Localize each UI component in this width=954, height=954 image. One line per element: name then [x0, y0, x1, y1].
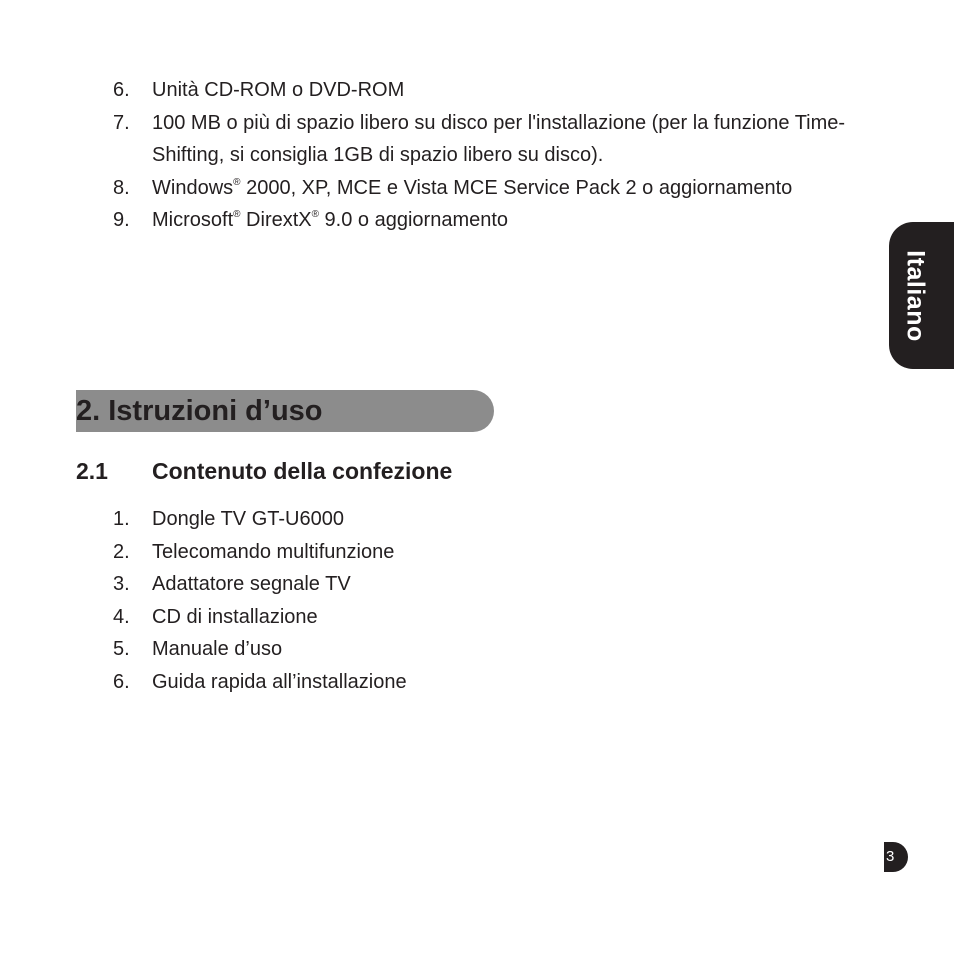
chapter-title: 2. Istruzioni d’uso	[76, 395, 323, 427]
item-text: Microsoft® DirextX® 9.0 o aggiornamento	[152, 209, 509, 231]
section-title: Contenuto della confezione	[152, 458, 453, 484]
item-text: Windows® 2000, XP, MCE e Vista MCE Service Pack 2 o aggiornamento	[152, 176, 793, 199]
requirement-item	[0, 107, 852, 172]
item-number: 6.	[113, 670, 130, 693]
list-item	[0, 601, 852, 634]
item-number: 7.	[113, 111, 130, 134]
item-number: 5.	[113, 638, 130, 660]
item-text: Telecomando multifunzione	[152, 540, 395, 563]
registered-mark: ®	[233, 176, 241, 188]
requirement-item	[0, 74, 852, 107]
list-item	[0, 536, 852, 569]
item-number: 8.	[113, 176, 130, 199]
item-number: 9.	[113, 209, 130, 231]
item-text: Dongle TV GT-U6000	[152, 508, 344, 530]
item-text: 100 MB o più di spazio libero su disco per l'installazione (per la funzione Time-Shifting, si consiglia 1GB di spazio libero su disco).	[152, 111, 846, 166]
item-number: 6.	[113, 79, 130, 101]
list-item	[0, 666, 852, 699]
package-contents-list	[0, 503, 852, 698]
registered-mark: ®	[233, 209, 241, 220]
item-text: Guida rapida all’installazione	[152, 670, 407, 693]
item-text: Unità CD-ROM o DVD-ROM	[152, 79, 405, 101]
registered-mark: ®	[311, 209, 319, 220]
requirement-item	[0, 204, 852, 237]
item-number: 1.	[113, 508, 130, 530]
item-text: CD di installazione	[152, 605, 318, 628]
item-number: 4.	[113, 605, 130, 628]
item-text: Adattatore segnale TV	[152, 573, 351, 595]
item-number: 3.	[113, 573, 130, 595]
system-requirements-list	[0, 74, 852, 237]
item-number: 2.	[113, 540, 130, 563]
section-number: 2.1	[76, 458, 108, 484]
language-tab-label: Italiano	[901, 250, 930, 342]
list-item	[0, 568, 852, 601]
list-item	[0, 503, 852, 536]
requirement-item	[0, 172, 852, 205]
page-number: 3	[884, 842, 908, 872]
item-text: Manuale d’uso	[152, 638, 283, 660]
list-item	[0, 633, 852, 666]
